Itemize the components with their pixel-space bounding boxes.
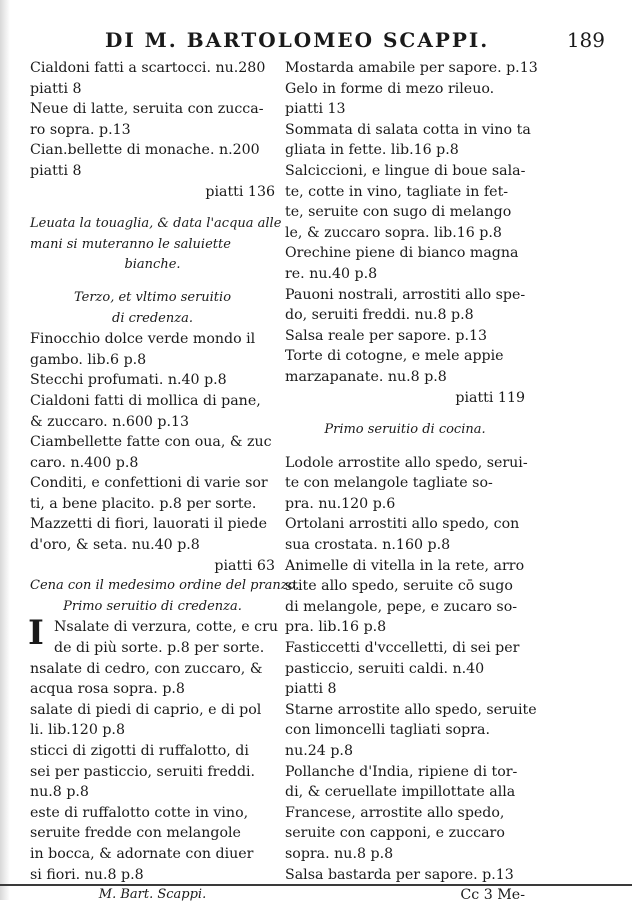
text-line: bianche. (124, 257, 181, 273)
text-line: le, & zuccaro sopra. lib.16 p.8 (285, 224, 502, 241)
text-line: di, & ceruellate impillottate alla (285, 784, 516, 801)
text-line: M. Bart. Scappi. (98, 887, 207, 903)
drop-cap-letter: I (28, 613, 44, 653)
text-line: acqua rosa sopra. p.8 (30, 681, 185, 698)
text-line: mani si muteranno le saluiette (30, 236, 231, 252)
text-line: gliata in fette. lib.16 p.8 (285, 142, 459, 159)
text-line: marzapanate. nu.8 p.8 (285, 368, 447, 385)
spacer (285, 441, 525, 453)
text-line: piatti 119 (455, 389, 525, 406)
text-line: Nsalate di verzura, cotte, e cru (54, 619, 279, 636)
text-line: Leuata la touaglia, & data l'acqua alle (30, 216, 282, 232)
text-line: piatti 13 (285, 101, 346, 118)
text-line: te, seruite con sugo di melango (285, 204, 512, 221)
text-line: Cialdoni fatti di mollica di pane, (30, 392, 261, 409)
running-title: DI M. BARTOLOMEO SCAPPI. (105, 28, 490, 52)
text-line: piatti 8 (285, 681, 337, 698)
page-number: 189 (566, 28, 605, 52)
text-line: li. lib.120 p.8 (30, 722, 125, 739)
text-line: Starne arrostite allo spedo, seruite (285, 701, 537, 718)
spacer (30, 202, 275, 214)
right-column (285, 58, 538, 906)
text-line: te con melangole tagliate so- (285, 475, 493, 492)
text-line: si fiori. nu.8 p.8 (30, 866, 144, 883)
text-line: & zuccaro. n.600 p.13 (30, 413, 190, 430)
spacer (285, 408, 525, 420)
text-line: Primo seruitio di credenza. (63, 598, 242, 614)
spacer (30, 276, 275, 288)
text-line: re. nu.40 p.8 (285, 265, 378, 282)
left-column (28, 58, 300, 906)
text-line: Gelo in forme di mezo rileuo. (285, 80, 495, 97)
text-line: con limoncelli tagliati sopra. (285, 722, 490, 739)
page-bottom-edge (0, 884, 632, 886)
text-line: salate di piedi di caprio, e di pol (30, 701, 262, 718)
text-line: Torte di cotogne, e mele appie (285, 348, 504, 365)
text-line: stite allo spedo, seruite cō sugo (285, 578, 513, 595)
text-line: Cian.bellette di monache. n.200 (30, 142, 260, 159)
text-line: Ciambellette fatte con oua, & zuc (30, 434, 272, 451)
text-line: Mazzetti di fiori, lauorati il piede (30, 516, 267, 533)
running-header (105, 28, 615, 52)
page-edge-shadow (0, 0, 10, 900)
text-line: Salsa bastarda per sapore. p.13 (285, 866, 514, 883)
text-line: Cc 3 Me- (460, 887, 525, 904)
text-line: do, seruiti freddi. nu.8 p.8 (285, 307, 474, 324)
text-line: Salsa reale per sapore. p.13 (285, 327, 488, 344)
text-line: sua crostata. n.160 p.8 (285, 537, 451, 554)
text-line: Salciccioni, e lingue di boue sala- (285, 162, 526, 179)
text-line: Ortolani arrostiti allo spedo, con (285, 516, 520, 533)
text-line: ti, a bene placito. p.8 per sorte. (30, 495, 257, 512)
text-line: sei per pasticcio, seruiti freddi. (30, 763, 256, 780)
text-line: d'oro, & seta. nu.40 p.8 (30, 537, 200, 554)
text-line: Sommata di salata cotta in vino ta (285, 121, 531, 138)
text-line: seruite fredde con melangole (30, 825, 241, 842)
text-line: Neue di latte, seruita con zucca- (30, 101, 264, 118)
text-line: piatti 136 (205, 183, 275, 200)
text-line: Stecchi profumati. n.40 p.8 (30, 372, 227, 389)
text-line: piatti 8 (30, 80, 82, 97)
text-line: Lodole arrostite allo spedo, serui- (285, 454, 528, 471)
text-line: ro sopra. p.13 (30, 121, 131, 138)
text-line: Terzo, et vltimo seruitio (73, 289, 232, 305)
text-line: Finocchio dolce verde mondo il (30, 331, 256, 348)
text-line: Conditi, e confettioni di varie sor (30, 475, 268, 492)
text-line: Orechine piene di bianco magna (285, 245, 519, 262)
text-line: Cena con il medesimo ordine del pranzo. (30, 578, 300, 594)
text-line: in bocca, & adornate con diuer (30, 845, 254, 862)
text-line: nsalate di cedro, con zuccaro, & (30, 660, 263, 677)
text-line: de di più sorte. p.8 per sorte. (54, 640, 265, 657)
text-line: Animelle di vitella in la rete, arro (285, 557, 525, 574)
text-line: di melangole, pepe, e zucaro so- (285, 598, 518, 615)
text-line: Fasticcetti d'vccelletti, di sei per (285, 640, 520, 657)
text-line: sopra. nu.8 p.8 (285, 845, 394, 862)
text-line: gambo. lib.6 p.8 (30, 351, 147, 368)
text-line: Francese, arrostite allo spedo, (285, 804, 505, 821)
text-line: di credenza. (112, 310, 193, 326)
text-line: Primo seruitio di cocina. (324, 422, 486, 438)
text-line: pasticcio, seruiti caldi. n.40 (285, 660, 485, 677)
text-line: nu.24 p.8 (285, 743, 353, 759)
text-line: sticci di zigotti di ruffalotto, di (30, 743, 249, 759)
text-line: Pauoni nostrali, arrostiti allo spe- (285, 286, 526, 303)
text-line: Mostarda amabile per sapore. p.13 (285, 60, 538, 76)
text-line: nu.8 p.8 (30, 784, 89, 801)
text-line: piatti 63 (214, 557, 275, 574)
text-line: Pollanche d'India, ripiene di tor- (285, 763, 518, 780)
text-line: seruite con capponi, e zuccaro (285, 825, 505, 842)
text-line: pra. lib.16 p.8 (285, 619, 387, 636)
text-line: Cialdoni fatti a scartocci. nu.280 (30, 60, 266, 76)
text-line: caro. n.400 p.8 (30, 454, 139, 471)
text-line: te, cotte in vino, tagliate in fet- (285, 183, 509, 200)
text-line: este di ruffalotto cotte in vino, (30, 804, 249, 821)
text-line: piatti 8 (30, 162, 82, 179)
text-line: pra. nu.120 p.6 (285, 495, 396, 512)
